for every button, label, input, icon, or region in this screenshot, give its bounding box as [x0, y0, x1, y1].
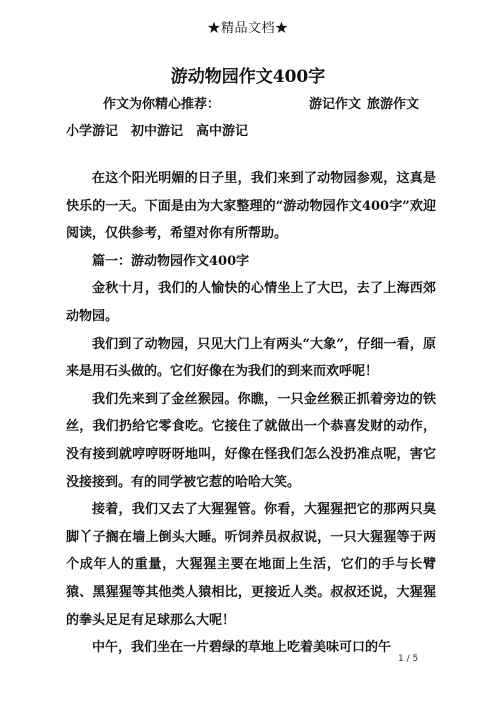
paragraph: 我们先来到了金丝猴园。你瞧，一只金丝猴正抓着旁边的铁丝，我们扔给它零食吃。它接住了就做出一个恭喜发财的动作，没有接到就哼哼呀呀地叫，好像在怪我们怎么没扔准点呢，害它没接接到。有的同学被它惹的哈哈大笑。 [66, 391, 436, 490]
paragraph: 我们到了动物园，只见大门上有两头“大象”，仔细一看，原来是用石头做的。它们好像在为我们的到来而欢呼呢！ [66, 336, 436, 380]
recommend-tag[interactable]: 小学游记 [66, 124, 119, 139]
section-heading: 篇一：游动物园作文400字 [92, 253, 250, 269]
article-body [66, 165, 436, 662]
page-number: 1 / 5 [398, 654, 419, 664]
document-title: 游动物园作文400字 [170, 67, 326, 87]
recommend-tag[interactable]: 旅游作文 [367, 97, 420, 112]
paragraph: 接着，我们又去了大猩猩管。你看，大猩猩把它的那两只臭脚丫子搁在墙上倒头大睡。听饲养员叔叔说，一只大猩猩等于两个成年人的重量，大猩猩主要在地面上生活，它们的手与长臂猿、黑猩猩等其他类人猿相比，更接近人类。叔叔还说，大猩猩的拳头足足有足球那么大呢！ [66, 502, 436, 628]
recommend-tag[interactable]: 游记作文 [309, 97, 362, 112]
header-banner: ★精品文档★ [207, 21, 289, 36]
recommend-line-2 [66, 120, 436, 139]
paragraph-intro: 在这个阳光明媚的日子里，我们来到了动物园参观，这真是快乐的一天。下面是由为大家整理的“游动物园作文400字”欢迎阅读，仅供参考，希望对你有所帮助。 [66, 171, 436, 242]
recommend-line [66, 93, 436, 112]
paragraph: 中午，我们坐在一片碧绿的草地上吃着美味可口的午 [92, 640, 392, 656]
recommend-tag[interactable]: 高中游记 [196, 124, 249, 139]
paragraph: 金秋十月，我们的人愉快的心情坐上了大巴，去了上海西郊动物园。 [66, 281, 436, 324]
recommend-label: 作文为你精心推荐： [103, 97, 221, 112]
recommend-tag[interactable]: 初中游记 [131, 124, 184, 139]
